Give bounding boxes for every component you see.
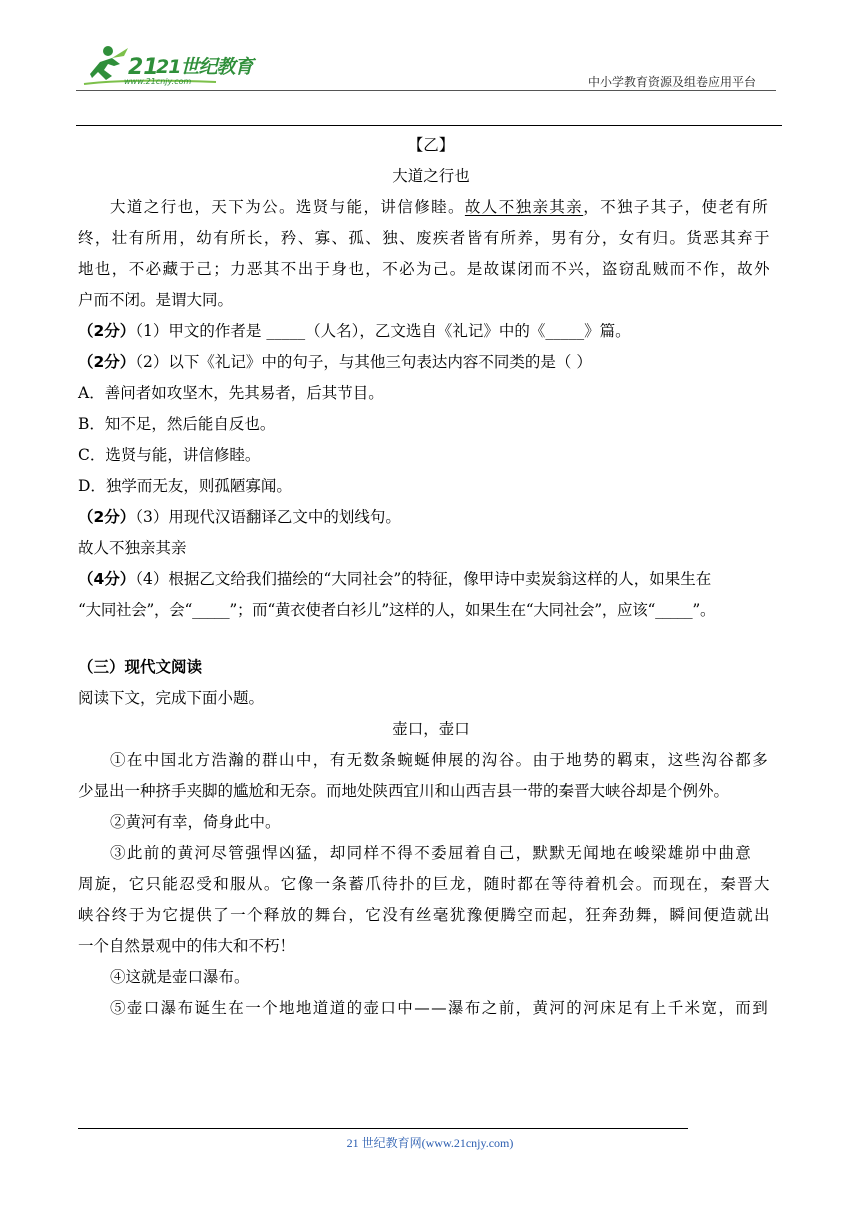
passage-line-1 <box>78 192 784 223</box>
logo-title: 21世纪教育 <box>156 56 253 78</box>
section-instruction: 阅读下文，完成下面小题。 <box>78 689 265 707</box>
passage-line-4: 户而不闭。是谓大同。 <box>78 291 234 309</box>
option-d: D．独学而无友，则孤陋寡闻。 <box>78 477 292 495</box>
passage-line-2: 终，壮有所用，幼有所长，矜、寡、孤、独、废疾者皆有所养，男有分，女有归。货恶其弃于 <box>78 229 771 247</box>
question-4 <box>78 564 784 595</box>
option-b: B．知不足，然后能自反也。 <box>78 415 276 433</box>
platform-name: 中小学教育资源及组卷应用平台 <box>587 75 756 89</box>
article-paragraph: 峡谷终于为它提供了一个释放的舞台，它没有丝毫犹豫便腾空而起，狂奔劲舞，瞬间便造就出 <box>78 906 771 924</box>
svg-text:21: 21 <box>128 55 159 80</box>
question-2 <box>78 347 784 378</box>
spacer <box>78 626 784 652</box>
score-label: （2分） <box>78 353 136 371</box>
article-paragraph: ①在中国北方浩瀚的群山中，有无数条蜿蜒伸展的沟谷。由于地势的羁束，这些沟谷都多 <box>110 751 770 769</box>
passage-text: 大道之行也，天下为公。选贤与能，讲信修睦。 <box>110 198 465 216</box>
score-label: （2分） <box>78 508 136 526</box>
score-label: （2分） <box>78 322 136 340</box>
underlined-sentence: 故人不独亲其亲 <box>464 198 584 216</box>
question-text: （1）甲文的作者是 _____（人名），乙文选自《礼记》中的《_____》篇。 <box>135 322 631 340</box>
article-paragraph: 周旋，它只能忍受和服从。它像一条蓄爪待扑的巨龙，随时都在等待着机会。而现在，秦晋大 <box>78 875 771 893</box>
page-content <box>78 130 784 1024</box>
question-4-continued: “大同社会”，会“_____”；而“黄衣使者白衫儿”这样的人，如果生在“大同社会”，应该“_____”。 <box>78 601 716 619</box>
article-title: 壶口，壶口 <box>392 720 470 738</box>
footer-divider <box>78 1128 688 1129</box>
top-divider <box>76 125 782 126</box>
logo-url: www.21cnjy.com <box>124 77 192 86</box>
page-header <box>76 40 776 92</box>
site-logo[interactable] <box>76 40 256 88</box>
question-3-sentence: 故人不独亲其亲 <box>78 539 187 557</box>
footer-link[interactable]: 21 世纪教育网(www.21cnjy.com) <box>346 1136 514 1150</box>
passage-title: 大道之行也 <box>392 167 470 185</box>
score-label: （4分） <box>78 570 136 588</box>
option-c: C．选贤与能，讲信修睦。 <box>78 446 261 464</box>
question-text: （4）根据乙文给我们描绘的“大同社会”的特征，像甲诗中卖炭翁这样的人，如果生在 <box>135 570 712 588</box>
article-paragraph: ③此前的黄河尽管强悍凶猛，却同样不得不委屈着自己，默默无闻地在峻梁雄峁中曲意 <box>110 844 753 862</box>
question-1 <box>78 316 784 347</box>
question-text: （2）以下《礼记》中的句子，与其他三句表达内容不同类的是（ ） <box>135 353 592 371</box>
section-heading: （三）现代文阅读 <box>78 658 203 676</box>
passage-text: ，不独子其子，使老有所 <box>583 198 770 216</box>
question-3 <box>78 502 784 533</box>
header-divider <box>76 90 776 91</box>
article-paragraph: 一个自然景观中的伟大和不朽！ <box>78 937 296 955</box>
passage-line-3: 地也，不必藏于己；力恶其不出于身也，不必为己。是故谋闭而不兴，盗窃乱贼而不作，故外 <box>78 260 771 278</box>
article-paragraph: ⑤壶口瀑布诞生在一个地地道道的壶口中——瀑布之前，黄河的河床足有上千米宽，而到 <box>110 999 770 1017</box>
passage-label: 【乙】 <box>407 136 455 154</box>
article-paragraph: 少显出一种挤手夹脚的尴尬和无奈。而地处陕西宜川和山西吉县一带的秦晋大峡谷却是个例外。 <box>78 782 730 800</box>
option-a: A．善问者如攻坚木，先其易者，后其节目。 <box>78 384 384 402</box>
article-paragraph: ④这就是壶口瀑布。 <box>110 968 250 986</box>
question-text: （3）用现代汉语翻译乙文中的划线句。 <box>135 508 401 526</box>
article-paragraph: ②黄河有幸，倚身此中。 <box>110 813 281 831</box>
